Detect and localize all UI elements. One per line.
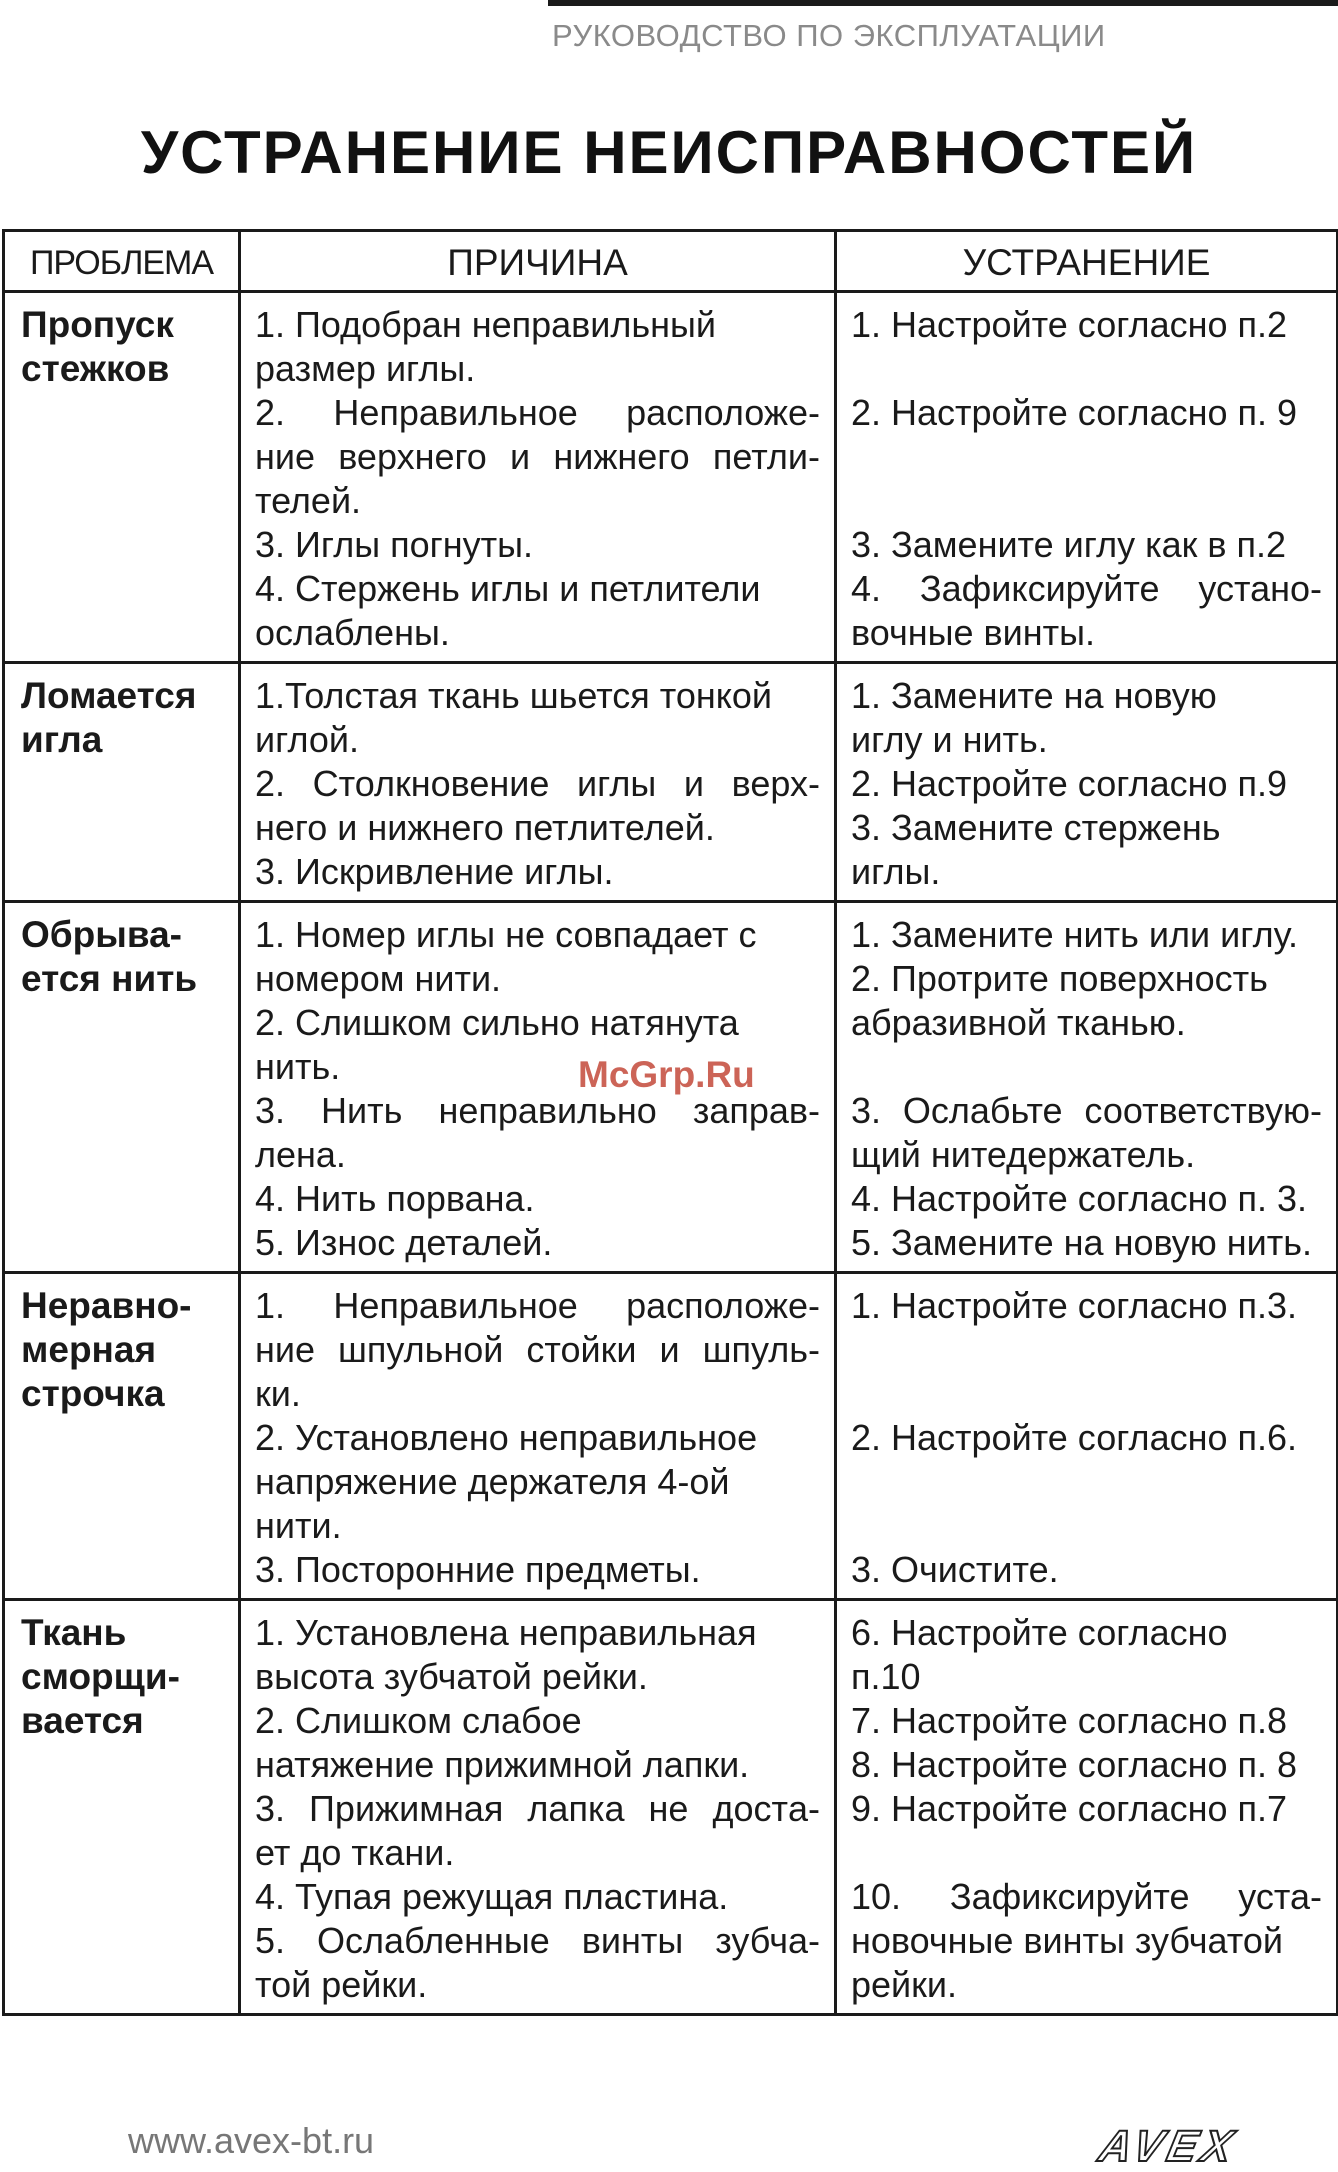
table-header-row [4, 231, 1338, 292]
problem-line: Пропуск [21, 304, 174, 345]
fix-line: п.10 [851, 1656, 921, 1697]
cause-cell [240, 1273, 836, 1600]
cause-line: него и нижнего петлителей. [255, 807, 715, 848]
fix-line: 9. Настройте согласно п.7 [851, 1788, 1288, 1829]
line-gap [851, 1045, 1322, 1089]
fix-line: 5. Замените на новую нить. [851, 1222, 1313, 1263]
fix-line: рейки. [851, 1964, 958, 2005]
fix-line: 2. Настройте согласно п. 9 [851, 392, 1298, 433]
problem-line: Ткань [21, 1612, 127, 1653]
fix-line: 2. Настройте согласно п.9 [851, 763, 1288, 804]
problem-cell [4, 663, 240, 902]
fix-line: 3. Ослабьте соответствую- [851, 1090, 1322, 1131]
column-header-cause: ПРИЧИНА [240, 231, 836, 292]
cause-line: той рейки. [255, 1964, 428, 2005]
cause-line: 1. Неправильное расположе- [255, 1285, 820, 1326]
cause-line: 3. Иглы погнуты. [255, 524, 534, 565]
problem-cell [4, 1273, 240, 1600]
cause-line: 3. Искривление иглы. [255, 851, 614, 892]
fix-line: иглы. [851, 851, 941, 892]
line-gap [851, 479, 1322, 523]
cause-line: 2. Слишком слабое [255, 1700, 582, 1741]
cause-line: ние шпульной стойки и шпуль- [255, 1329, 820, 1370]
table-row [4, 663, 1338, 902]
fix-cell [836, 1600, 1338, 2015]
cause-cell [240, 292, 836, 663]
table-row [4, 1273, 1338, 1600]
manual-caption: РУКОВОДСТВО ПО ЭКСПЛУАТАЦИИ [552, 18, 1106, 53]
cause-line: размер иглы. [255, 348, 476, 389]
footer-url[interactable]: www.avex-bt.ru [128, 2120, 375, 2161]
fix-cell [836, 663, 1338, 902]
problem-cell [4, 902, 240, 1273]
cause-line: лена. [255, 1134, 346, 1175]
fix-line: 2. Протрите поверхность [851, 958, 1268, 999]
cause-line: 1. Подобран неправильный [255, 304, 717, 345]
cause-line: высота зубчатой рейки. [255, 1656, 648, 1697]
cause-line: 2. Установлено неправильное [255, 1417, 758, 1458]
cause-line: 1. Установлена неправильная [255, 1612, 757, 1653]
cause-line: 5. Износ деталей. [255, 1222, 553, 1263]
cause-cell [240, 1600, 836, 2015]
cause-line: иглой. [255, 719, 359, 760]
fix-line: 7. Настройте согласно п.8 [851, 1700, 1288, 1741]
cause-line: 3. Прижимная лапка не достa- [255, 1788, 820, 1829]
cause-line: 3. Нить неправильно заправ- [255, 1090, 820, 1131]
line-gap [851, 1831, 1322, 1875]
fix-line: иглу и нить. [851, 719, 1048, 760]
fix-cell [836, 1273, 1338, 1600]
problem-cell [4, 292, 240, 663]
cause-line: нити. [255, 1505, 342, 1546]
fix-line: 3. Замените стержень [851, 807, 1221, 848]
table-row [4, 1600, 1338, 2015]
line-gap [851, 1460, 1322, 1504]
cause-line: ки. [255, 1373, 301, 1414]
cause-line: 4. Стержень иглы и петлители [255, 568, 761, 609]
fix-line: 2. Настройте согласно п.6. [851, 1417, 1298, 1458]
cause-line: 2. Столкновение иглы и верх- [255, 763, 820, 804]
problem-line: строчка [21, 1373, 165, 1414]
cause-line: ет до ткани. [255, 1832, 455, 1873]
fix-line: новочные винты зубчатой [851, 1920, 1283, 1961]
cause-line: 4. Нить порвана. [255, 1178, 535, 1219]
fix-cell [836, 902, 1338, 1273]
fix-line: 4. Настройте согласно п. 3. [851, 1178, 1308, 1219]
fix-line: 3. Очистите. [851, 1549, 1059, 1590]
problem-line: мерная [21, 1329, 157, 1370]
table-body [4, 292, 1338, 2015]
fix-line: щий нитедержатель. [851, 1134, 1196, 1175]
brand-logo: AVEX [1094, 2122, 1242, 2171]
fix-line: 3. Замените иглу как в п.2 [851, 524, 1287, 565]
problem-line: сморщи- [21, 1656, 180, 1697]
cause-line: напряжение держателя 4-ой [255, 1461, 730, 1502]
fix-line: 1. Замените на новую [851, 675, 1217, 716]
problem-line: стежков [21, 348, 170, 389]
fix-line: 1. Настройте согласно п.3. [851, 1285, 1298, 1326]
problem-line: игла [21, 719, 103, 760]
cause-line: 2. Слишком сильно натянута [255, 1002, 739, 1043]
fix-line: 10. Зафиксируйте уста- [851, 1876, 1322, 1917]
problem-line: ется нить [21, 958, 198, 999]
cause-cell [240, 663, 836, 902]
cause-line: 3. Посторонние предметы. [255, 1549, 701, 1590]
page-title: УСТРАНЕНИЕ НЕИСПРАВНОСТЕЙ [140, 119, 1198, 186]
fix-line: 8. Настройте согласно п. 8 [851, 1744, 1298, 1785]
cause-line: номером нити. [255, 958, 502, 999]
column-header-problem: ПРОБЛЕМА [4, 231, 240, 292]
line-gap [851, 1372, 1322, 1416]
line-gap [851, 1328, 1322, 1372]
cause-line: 1. Номер иглы не совпадает с [255, 914, 757, 955]
fix-line: вочные винты. [851, 612, 1095, 653]
cause-line: 5. Ослабленные винты зубча- [255, 1920, 820, 1961]
cause-line: 4. Тупая режущая пластина. [255, 1876, 729, 1917]
fix-line: 1. Настройте согласно п.2 [851, 304, 1288, 345]
table-row [4, 292, 1338, 663]
problem-line: Неравно- [21, 1285, 192, 1326]
cause-line: 1.Толстая ткань шьется тонкой [255, 675, 773, 716]
cause-line: нить. [255, 1046, 341, 1087]
problem-cell [4, 1600, 240, 2015]
line-gap [851, 347, 1322, 391]
fix-line: 1. Замените нить или иглу. [851, 914, 1298, 955]
watermark: McGrp.Ru [578, 1054, 755, 1095]
column-header-fix: УСТРАНЕНИЕ [836, 231, 1338, 292]
header-rule [548, 0, 1338, 6]
troubleshooting-table [2, 229, 1338, 2016]
cause-line: телей. [255, 480, 362, 521]
fix-line: 6. Настройте согласно [851, 1612, 1228, 1653]
cause-line: ослаблены. [255, 612, 450, 653]
cause-line: ние верхнего и нижнего петли- [255, 436, 820, 477]
line-gap [851, 435, 1322, 479]
cause-line: натяжение прижимной лапки. [255, 1744, 750, 1785]
fix-line: абразивной тканью. [851, 1002, 1186, 1043]
cause-line: 2. Неправильное расположе- [255, 392, 820, 433]
fix-cell [836, 292, 1338, 663]
problem-line: Ломается [21, 675, 197, 716]
line-gap [851, 1504, 1322, 1548]
problem-line: вается [21, 1700, 144, 1741]
fix-line: 4. Зафиксируйте устано- [851, 568, 1322, 609]
problem-line: Обрыва- [21, 914, 182, 955]
